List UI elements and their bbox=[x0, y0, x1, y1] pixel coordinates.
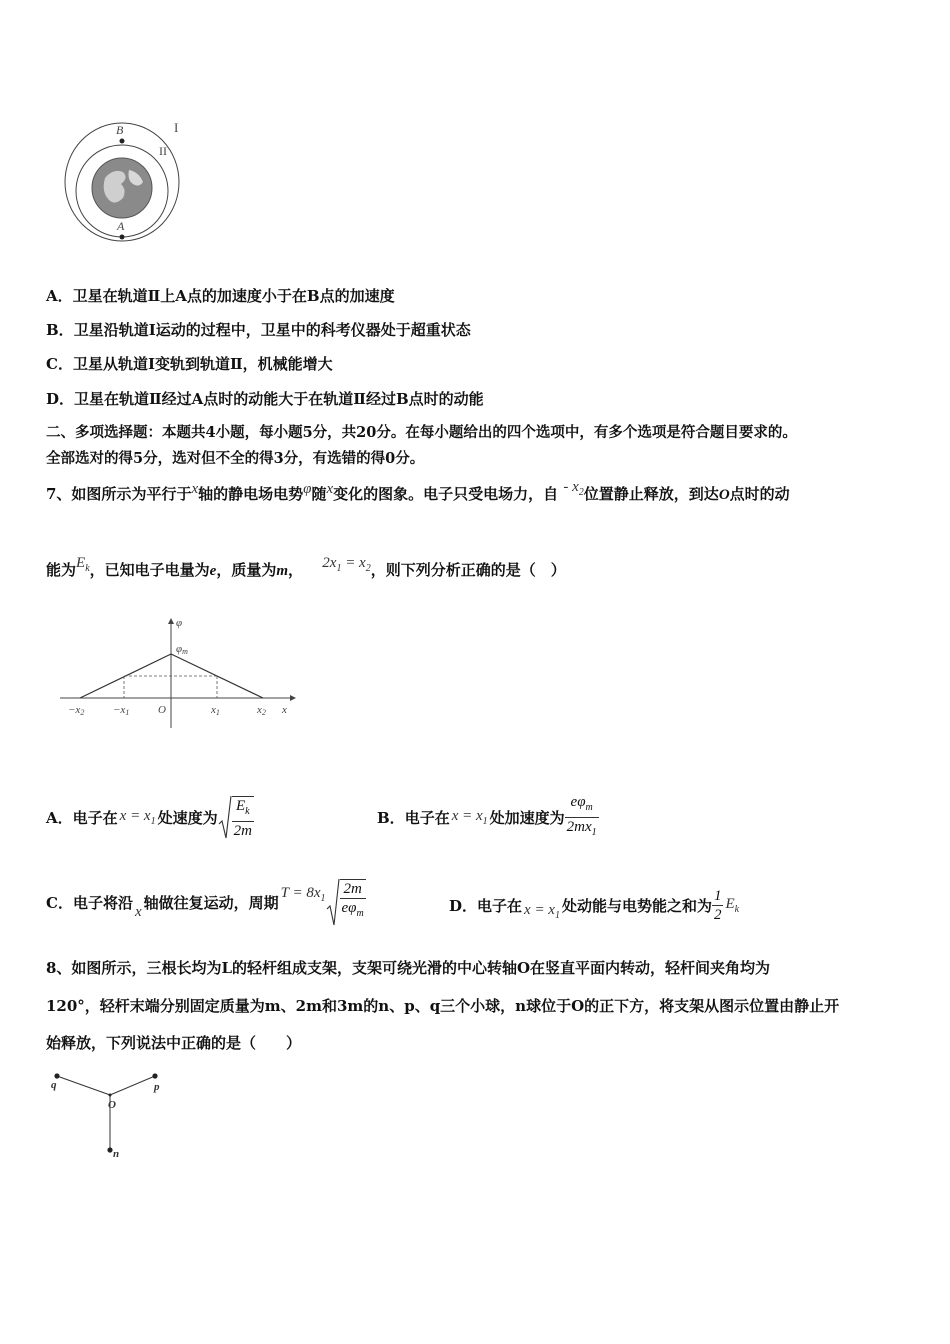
q7-option-d: D． 电子在 $x = x_1$ 处动能与电势能之和为 $\frac{1}{2}$ $E_k$ bbox=[449, 887, 740, 923]
q6-option-b: B．卫星沿轨道Ⅰ运动的过程中，卫星中的科考仪器处于超重状态 bbox=[46, 321, 471, 339]
potential-graph bbox=[58, 612, 303, 732]
tick-origin: O bbox=[158, 704, 166, 716]
fraction-d: $\frac{1}{2}$ bbox=[713, 887, 722, 923]
sqrt-expression-a: $\frac{E_k}{2m}$ bbox=[218, 794, 254, 840]
label-II: II bbox=[159, 144, 167, 158]
q6-option-a: A．卫星在轨道Ⅱ上A点的加速度小于在B点的加速度 bbox=[46, 287, 395, 305]
tick-neg-x1: −x1 bbox=[113, 704, 130, 717]
rod-support-figure bbox=[45, 1062, 175, 1162]
q6-option-d: D．卫星在轨道Ⅱ经过A点时的动能大于在轨道Ⅱ经过B点时的动能 bbox=[46, 390, 484, 408]
label-O: O bbox=[108, 1099, 116, 1111]
q8-stem-line2: 120°，轻杆末端分别固定质量为m、2m和3m的n、p、q三个小球，n球位于O的正下方，将支架从图示位置由静止开 bbox=[46, 997, 840, 1015]
pivot-O bbox=[109, 1094, 112, 1097]
q8-stem-line1: 8、如图所示，三根长均为L的轻杆组成支架，支架可绕光滑的中心转轴O在竖直平面内转动，轻杆间夹角均为 bbox=[46, 959, 771, 977]
ball-p bbox=[152, 1073, 157, 1078]
rod-q bbox=[57, 1076, 110, 1095]
q7-option-a: A． 电子在 $x = x_1$ 处速度为 $\frac{E_k}{2m}$ bbox=[46, 790, 254, 844]
x-axis-label: x bbox=[282, 704, 287, 716]
ball-q bbox=[54, 1073, 59, 1078]
q8-stem-line3: 始释放，下列说法中正确的是（ ） bbox=[46, 1034, 302, 1052]
section2-line2: 全部选对的得5分，选对但不全的得3分，有选错的得0分。 bbox=[46, 450, 425, 467]
label-I: I bbox=[174, 120, 179, 135]
q7-option-b: B． 电子在 $x = x_1$ 处加速度为 $\frac{e\varphi_m}{2mx_1}$ bbox=[377, 790, 599, 844]
q7-option-c: C． 电子将沿 x 轴做往复运动，周期 $T = 8x_1$ $\frac{2m}{e\varphi_m}$ bbox=[46, 872, 366, 932]
label-p: p bbox=[154, 1081, 160, 1093]
label-n: n bbox=[113, 1148, 120, 1160]
point-B bbox=[120, 139, 125, 144]
label-A: A bbox=[117, 219, 125, 233]
rod-p bbox=[110, 1076, 155, 1095]
tick-neg-x2: −x2 bbox=[68, 704, 85, 717]
phi-axis-arrow bbox=[168, 618, 174, 624]
q7-stem-line1: 7、如图所示为平行于x轴的静电场电势φ随x变化的图象。电子只受电场力，自 - $x_2$位置静止释放，到达O点时的动 bbox=[46, 479, 790, 503]
sqrt-expression-c: $\frac{2m}{e\varphi_m}$ bbox=[326, 877, 366, 927]
phi-m-label: φm bbox=[176, 643, 188, 656]
orbit-figure bbox=[55, 112, 195, 247]
phi-axis-label: φ bbox=[176, 617, 183, 629]
tick-x1: x1 bbox=[211, 704, 220, 717]
x-axis-arrow bbox=[290, 695, 296, 701]
label-q: q bbox=[51, 1079, 57, 1091]
section2-line1: 二、多项选择题：本题共4小题，每小题5分，共20分。在每小题给出的四个选项中，有多个选项是符合题目要求的。 bbox=[46, 424, 797, 441]
label-B: B bbox=[116, 123, 124, 137]
point-A bbox=[120, 235, 125, 240]
q7-stem-line2: 能为$E_k$，已知电子电量为e，质量为m， $2x_1 = x_2$，则下列分析正确的是（ ） bbox=[46, 555, 566, 579]
tick-x2: x2 bbox=[257, 704, 266, 717]
q6-option-c: C．卫星从轨道Ⅰ变轨到轨道Ⅱ，机械能增大 bbox=[46, 355, 333, 373]
ball-n bbox=[107, 1147, 112, 1152]
fraction-b: $\frac{e\varphi_m}{2mx_1}$ bbox=[566, 793, 597, 838]
